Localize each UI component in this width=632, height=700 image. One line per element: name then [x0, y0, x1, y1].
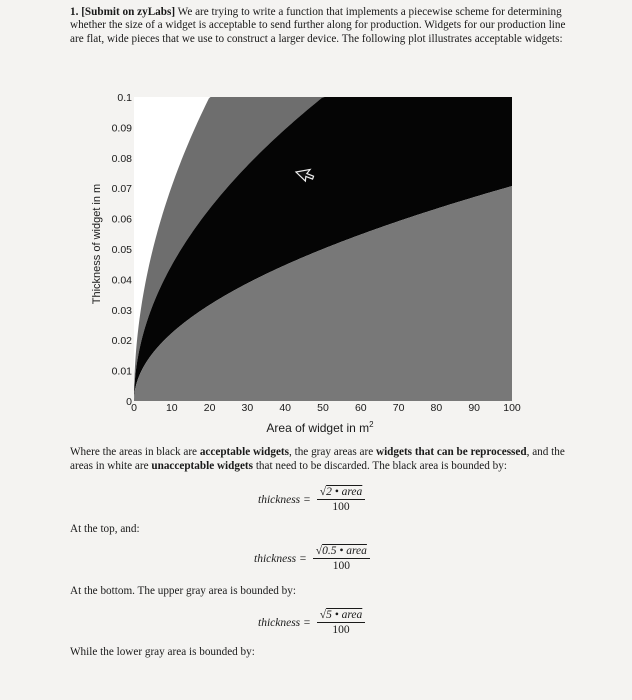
y-axis-label: Thickness of widget in m [91, 183, 103, 305]
y-tick-label: 0.03 [111, 304, 132, 317]
caption-unacceptable: unacceptable widgets [151, 459, 254, 472]
x-tick-label: 90 [468, 402, 481, 414]
note-lower: While the lower gray area is bounded by: [70, 646, 255, 658]
x-tick-label: 70 [392, 402, 405, 414]
eq1-lhs: thickness = [258, 493, 311, 506]
y-tick-label: 0 [126, 396, 132, 408]
eq3-lhs: thickness = [258, 616, 311, 629]
caption-text-4: that need to be discarded. The black area is bounded by: [255, 459, 507, 472]
x-axis-label [266, 420, 374, 435]
eq2-lhs: thickness = [254, 552, 307, 565]
x-tick-label: 10 [165, 402, 178, 414]
y-tick-label: 0.06 [111, 213, 132, 226]
equation-upper-gray [258, 609, 365, 636]
x-tick-label: 100 [503, 402, 521, 414]
y-tick-label: 0.02 [111, 335, 132, 348]
eq1-sqrt: √ [319, 486, 327, 498]
note-top: At the top, and: [70, 523, 140, 535]
x-tick-label: 80 [430, 402, 443, 414]
y-tick-label: 0.01 [111, 365, 132, 378]
x-tick-label: 60 [354, 402, 367, 414]
plot-caption [70, 446, 570, 473]
equation-black-top [258, 486, 365, 513]
y-tick-label: 0.08 [111, 152, 132, 165]
y-tick-label: 0.07 [111, 183, 132, 196]
x-tick-label: 50 [317, 402, 329, 414]
y-tick-label: 0.04 [111, 274, 132, 287]
eq1-numerator: 2 • area [326, 486, 363, 498]
caption-text-1: Where the areas in black are [70, 446, 198, 458]
problem-intro [70, 6, 570, 46]
eq3-sqrt: √ [319, 609, 327, 621]
eq2-numerator: 0.5 • area [322, 545, 367, 557]
equation-black-bottom [254, 545, 370, 572]
eq2-denominator: 100 [332, 560, 350, 572]
x-tick-label: 20 [203, 402, 216, 414]
caption-acceptable: acceptable widgets [199, 446, 290, 458]
x-tick-label: 0 [131, 402, 137, 414]
caption-text-3: , and the areas in white are [70, 446, 565, 472]
y-tick-label: 0.09 [111, 122, 132, 135]
caption-reprocessed: widgets that can be reprocessed [375, 446, 527, 458]
y-tick-label: 0.1 [117, 92, 132, 104]
eq3-numerator: 5 • area [326, 609, 363, 621]
y-tick-label: 0.05 [111, 244, 132, 256]
note-bottom: At the bottom. The upper gray area is bounded by: [70, 585, 296, 597]
caption-text-2: , the gray areas are [289, 446, 374, 458]
x-axis-label-sup: 2 [369, 420, 374, 429]
eq2-sqrt: √ [315, 545, 323, 557]
x-axis-label-text: Area of widget in m [266, 421, 370, 435]
widget-plot [0, 80, 632, 440]
x-tick-label: 40 [279, 402, 292, 414]
x-tick-label: 30 [241, 402, 254, 414]
problem-text: We are trying to write a function that implements a piecewise scheme for determining whether the size of a widget is acceptable to send further along for production. Widgets for our production line are flat, wide pieces that we use to construct a larger device. The following plot illustrates acceptable widgets: [70, 6, 566, 45]
problem-label: 1. [Submit on zyLabs] [70, 6, 176, 18]
eq1-denominator: 100 [332, 501, 350, 513]
eq3-denominator: 100 [332, 624, 350, 636]
